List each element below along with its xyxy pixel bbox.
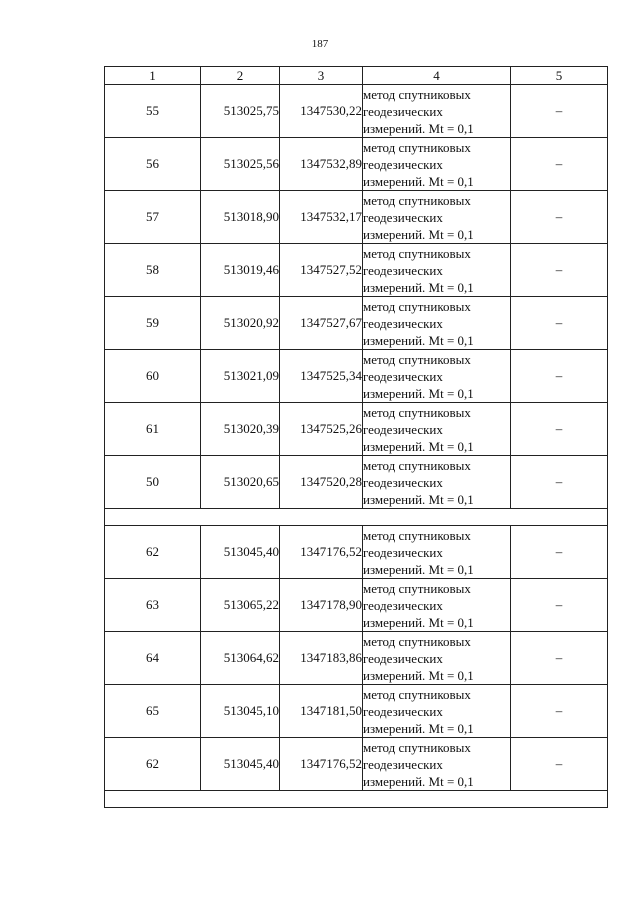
group-separator-row [105, 791, 608, 808]
table-header [105, 67, 608, 85]
x-coordinate-cell: 513045,40 [201, 526, 280, 579]
method-line: метод спутниковых [363, 580, 471, 596]
method-line: метод спутниковых [363, 404, 471, 420]
point-number-cell: 56 [105, 138, 201, 191]
column-5-cell: – [511, 738, 608, 791]
table-row [105, 244, 608, 297]
point-number-cell: 59 [105, 297, 201, 350]
separator-cell [105, 791, 608, 808]
method-cell [363, 685, 511, 738]
point-number-cell: 55 [105, 85, 201, 138]
method-line: геодезических [363, 474, 443, 490]
method-line: измерений. Mt = 0,1 [363, 120, 474, 136]
method-line: метод спутниковых [363, 457, 471, 473]
method-cell [363, 85, 511, 138]
method-line: измерений. Mt = 0,1 [363, 385, 474, 401]
method-line: метод спутниковых [363, 527, 471, 543]
method-line: измерений. Mt = 0,1 [363, 279, 474, 295]
table-row [105, 85, 608, 138]
header-row [105, 67, 608, 85]
column-5-cell: – [511, 244, 608, 297]
x-coordinate-cell: 513020,39 [201, 403, 280, 456]
point-number-cell: 62 [105, 526, 201, 579]
method-line: геодезических [363, 421, 443, 437]
column-5-cell: – [511, 403, 608, 456]
point-number-cell: 65 [105, 685, 201, 738]
point-number-cell: 63 [105, 579, 201, 632]
point-number-cell: 61 [105, 403, 201, 456]
table-row [105, 297, 608, 350]
method-line: геодезических [363, 209, 443, 225]
table-row [105, 526, 608, 579]
column-5-cell: – [511, 138, 608, 191]
y-coordinate-cell: 1347525,34 [280, 350, 363, 403]
table-row [105, 403, 608, 456]
column-5-cell: – [511, 526, 608, 579]
method-line: метод спутниковых [363, 739, 471, 755]
method-cell [363, 403, 511, 456]
table-row [105, 350, 608, 403]
column-header-4: 4 [363, 67, 511, 85]
method-line: метод спутниковых [363, 139, 471, 155]
method-cell [363, 138, 511, 191]
y-coordinate-cell: 1347527,52 [280, 244, 363, 297]
method-line: геодезических [363, 262, 443, 278]
column-header-2: 2 [201, 67, 280, 85]
column-5-cell: – [511, 685, 608, 738]
y-coordinate-cell: 1347527,67 [280, 297, 363, 350]
column-5-cell: – [511, 456, 608, 509]
column-header-1: 1 [105, 67, 201, 85]
x-coordinate-cell: 513020,92 [201, 297, 280, 350]
column-header-3: 3 [280, 67, 363, 85]
page-number: 187 [311, 38, 329, 50]
y-coordinate-cell: 1347178,90 [280, 579, 363, 632]
y-coordinate-cell: 1347525,26 [280, 403, 363, 456]
method-cell [363, 526, 511, 579]
y-coordinate-cell: 1347532,17 [280, 191, 363, 244]
column-header-5: 5 [511, 67, 608, 85]
method-line: геодезических [363, 703, 443, 719]
method-line: геодезических [363, 315, 443, 331]
method-cell [363, 456, 511, 509]
table-row [105, 632, 608, 685]
method-line: геодезических [363, 156, 443, 172]
method-line: измерений. Mt = 0,1 [363, 561, 474, 577]
method-line: геодезических [363, 597, 443, 613]
column-5-cell: – [511, 297, 608, 350]
x-coordinate-cell: 513045,40 [201, 738, 280, 791]
table-row [105, 191, 608, 244]
method-line: метод спутниковых [363, 298, 471, 314]
coordinates-table [104, 66, 608, 808]
method-line: геодезических [363, 103, 443, 119]
method-line: геодезических [363, 756, 443, 772]
method-line: измерений. Mt = 0,1 [363, 332, 474, 348]
group-separator-row [105, 509, 608, 526]
x-coordinate-cell: 513018,90 [201, 191, 280, 244]
y-coordinate-cell: 1347176,52 [280, 738, 363, 791]
point-number-cell: 62 [105, 738, 201, 791]
method-line: измерений. Mt = 0,1 [363, 720, 474, 736]
method-cell [363, 350, 511, 403]
method-line: метод спутниковых [363, 633, 471, 649]
y-coordinate-cell: 1347183,86 [280, 632, 363, 685]
method-line: измерений. Mt = 0,1 [363, 614, 474, 630]
column-5-cell: – [511, 85, 608, 138]
method-cell [363, 244, 511, 297]
method-line: измерений. Mt = 0,1 [363, 173, 474, 189]
x-coordinate-cell: 513020,65 [201, 456, 280, 509]
table-row [105, 456, 608, 509]
method-cell [363, 579, 511, 632]
method-line: измерений. Mt = 0,1 [363, 438, 474, 454]
column-5-cell: – [511, 579, 608, 632]
table-row [105, 738, 608, 791]
point-number-cell: 60 [105, 350, 201, 403]
y-coordinate-cell: 1347181,50 [280, 685, 363, 738]
method-line: измерений. Mt = 0,1 [363, 667, 474, 683]
x-coordinate-cell: 513021,09 [201, 350, 280, 403]
point-number-cell: 50 [105, 456, 201, 509]
x-coordinate-cell: 513045,10 [201, 685, 280, 738]
separator-cell [105, 509, 608, 526]
column-5-cell: – [511, 350, 608, 403]
method-line: измерений. Mt = 0,1 [363, 491, 474, 507]
x-coordinate-cell: 513025,56 [201, 138, 280, 191]
method-line: геодезических [363, 650, 443, 666]
method-line: измерений. Mt = 0,1 [363, 226, 474, 242]
method-cell [363, 297, 511, 350]
method-cell [363, 191, 511, 244]
x-coordinate-cell: 513025,75 [201, 85, 280, 138]
point-number-cell: 64 [105, 632, 201, 685]
method-line: измерений. Mt = 0,1 [363, 773, 474, 789]
column-5-cell: – [511, 191, 608, 244]
method-line: геодезических [363, 544, 443, 560]
method-line: геодезических [363, 368, 443, 384]
method-line: метод спутниковых [363, 192, 471, 208]
table-row [105, 685, 608, 738]
method-line: метод спутниковых [363, 86, 471, 102]
point-number-cell: 57 [105, 191, 201, 244]
method-line: метод спутниковых [363, 351, 471, 367]
y-coordinate-cell: 1347176,52 [280, 526, 363, 579]
x-coordinate-cell: 513019,46 [201, 244, 280, 297]
x-coordinate-cell: 513065,22 [201, 579, 280, 632]
x-coordinate-cell: 513064,62 [201, 632, 280, 685]
y-coordinate-cell: 1347530,22 [280, 85, 363, 138]
method-line: метод спутниковых [363, 245, 471, 261]
column-5-cell: – [511, 632, 608, 685]
y-coordinate-cell: 1347520,28 [280, 456, 363, 509]
table-row [105, 579, 608, 632]
table-row [105, 138, 608, 191]
method-cell [363, 632, 511, 685]
table-body [105, 85, 608, 808]
method-cell [363, 738, 511, 791]
y-coordinate-cell: 1347532,89 [280, 138, 363, 191]
method-line: метод спутниковых [363, 686, 471, 702]
point-number-cell: 58 [105, 244, 201, 297]
